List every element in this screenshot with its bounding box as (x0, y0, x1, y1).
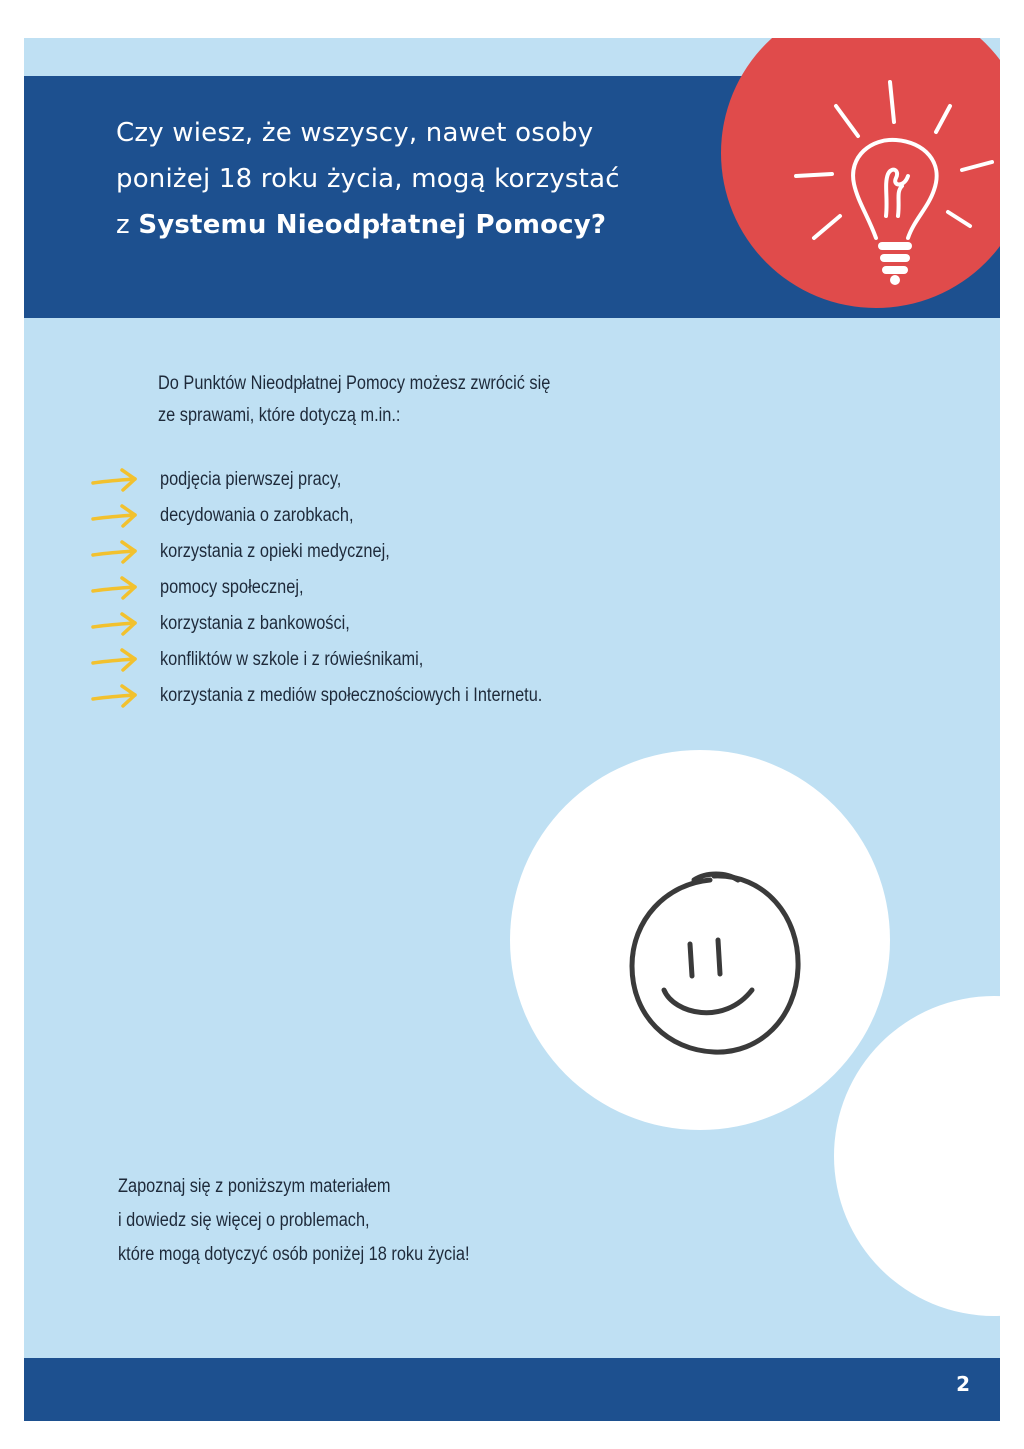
outro-line-2: i dowiedz się więcej o problemach, (118, 1210, 370, 1231)
list-item-text: korzystania z opieki medycznej, (160, 541, 390, 562)
page-title (116, 110, 736, 248)
list-item-text: pomocy społecznej, (160, 577, 304, 598)
arrow-right-icon (90, 682, 140, 710)
list-item (90, 570, 605, 606)
intro-line-1: Do Punktów Nieodpłatnej Pomocy możesz zwrócić się (158, 373, 551, 394)
intro-line-2: ze sprawami, które dotyczą m.in.: (158, 405, 401, 426)
list-item (90, 534, 605, 570)
page-number: 2 (956, 1372, 970, 1396)
leaflet-page (24, 38, 1000, 1421)
list-item (90, 462, 605, 498)
title-line-3-prefix: z (116, 210, 139, 240)
arrow-right-icon (90, 610, 140, 638)
arrow-right-icon (90, 466, 140, 494)
title-line-2: poniżej 18 roku życia, mogą korzystać (116, 164, 620, 194)
list-item (90, 678, 605, 714)
list-item-text: podjęcia pierwszej pracy, (160, 469, 342, 490)
topics-list (90, 462, 605, 714)
list-item (90, 606, 605, 642)
arrow-right-icon (90, 646, 140, 674)
outro-line-1: Zapoznaj się z poniższym materiałem (118, 1176, 391, 1197)
arrow-right-icon (90, 538, 140, 566)
list-item-text: korzystania z mediów społecznościowych i Internetu. (160, 685, 543, 706)
intro-paragraph (158, 368, 640, 432)
smiley-face-icon (614, 858, 814, 1068)
outro-paragraph (118, 1170, 651, 1272)
list-item (90, 642, 605, 678)
arrow-right-icon (90, 502, 140, 530)
list-item-text: korzystania z bankowości, (160, 613, 350, 634)
arrow-right-icon (90, 574, 140, 602)
footer-band (24, 1358, 1000, 1421)
list-item-text: konfliktów w szkole i z rówieśnikami, (160, 649, 424, 670)
title-line-3-bold: Systemu Nieodpłatnej Pomocy? (138, 210, 607, 240)
title-line-1: Czy wiesz, że wszyscy, nawet osoby (116, 118, 594, 148)
outro-line-3: które mogą dotyczyć osób poniżej 18 roku życia! (118, 1244, 470, 1265)
list-item (90, 498, 605, 534)
lightbulb-icon (784, 66, 1000, 286)
list-item-text: decydowania o zarobkach, (160, 505, 354, 526)
